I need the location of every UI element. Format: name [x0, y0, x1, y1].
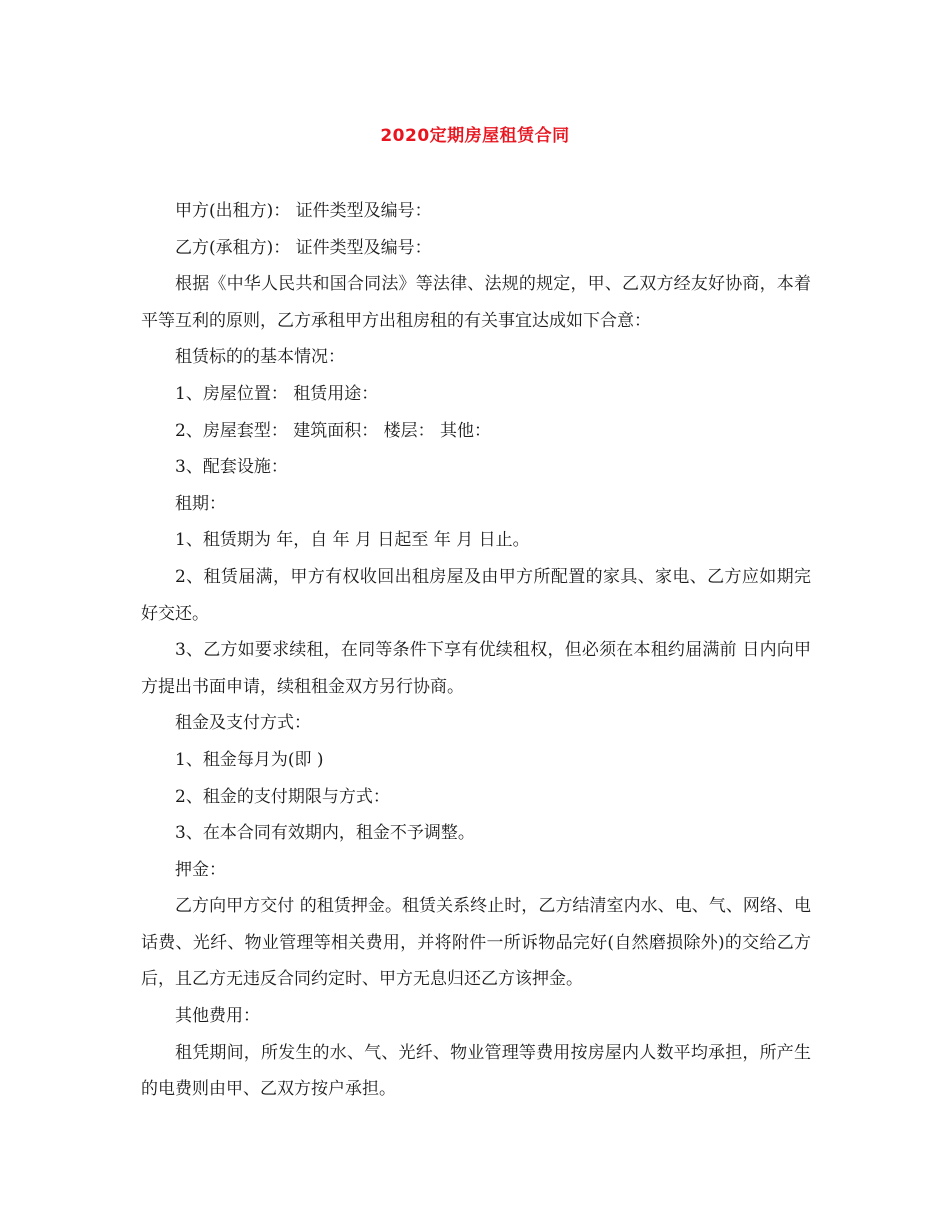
party-a-line: 甲方(出租方)： 证件类型及编号： — [175, 201, 432, 221]
clause-item: 2、租赁届满，甲方有权收回出租房屋及由甲方所配置的家具、家电、乙方应如期完好交还。 — [141, 566, 811, 624]
section-heading-deposit: 押金： — [175, 859, 226, 880]
preamble-paragraph: 根据《中华人民共和国合同法》等法律、法规的规定，甲、乙双方经友好协商，本着平等互利的原则，乙方承租甲方出租房租的有关事宜达成如下合意： — [141, 274, 811, 331]
document-body — [141, 193, 811, 1108]
clause-item: 2、房屋套型： 建筑面积： 楼层： 其他： — [175, 420, 492, 441]
clause-item: 1、租金每月为(即 ) — [175, 749, 324, 770]
party-b-line: 乙方(承租方)： 证件类型及编号： — [175, 237, 432, 258]
document-title: 2020定期房屋租赁合同 — [380, 126, 570, 146]
clause-item: 3、配套设施： — [175, 457, 288, 478]
section-heading-rent: 租金及支付方式： — [175, 713, 311, 734]
clause-item: 1、租赁期为 年，自 年 月 日起至 年 月 日止。 — [175, 530, 530, 551]
deposit-paragraph: 乙方向甲方交付 的租赁押金。租赁关系终止时，乙方结清室内水、电、气、网络、电话费、光纤、物业管理等相关费用，并将附件一所诉物品完好(自然磨损除外)的交给乙方后，且乙方无违反合同约定时、甲方无息归还乙方该押金。 — [141, 896, 811, 990]
clause-item: 3、在本合同有效期内，租金不予调整。 — [175, 823, 475, 844]
section-heading-other-fees: 其他费用： — [175, 1006, 260, 1027]
section-heading-term: 租期： — [175, 493, 226, 514]
clause-item: 3、乙方如要求续租，在同等条件下享有优续租权，但必须在本租约届满前 日内向甲方提出书面申请，续租租金双方另行协商。 — [141, 640, 811, 697]
clause-item: 2、租金的支付期限与方式： — [175, 786, 390, 807]
section-heading-property: 租赁标的的基本情况： — [175, 347, 345, 368]
clause-item: 1、房屋位置： 租赁用途： — [175, 383, 379, 404]
other-fees-paragraph: 租凭期间，所发生的水、气、光纤、物业管理等费用按房屋内人数平均承担，所产生的电费则由甲、乙双方按户承担。 — [141, 1042, 811, 1100]
